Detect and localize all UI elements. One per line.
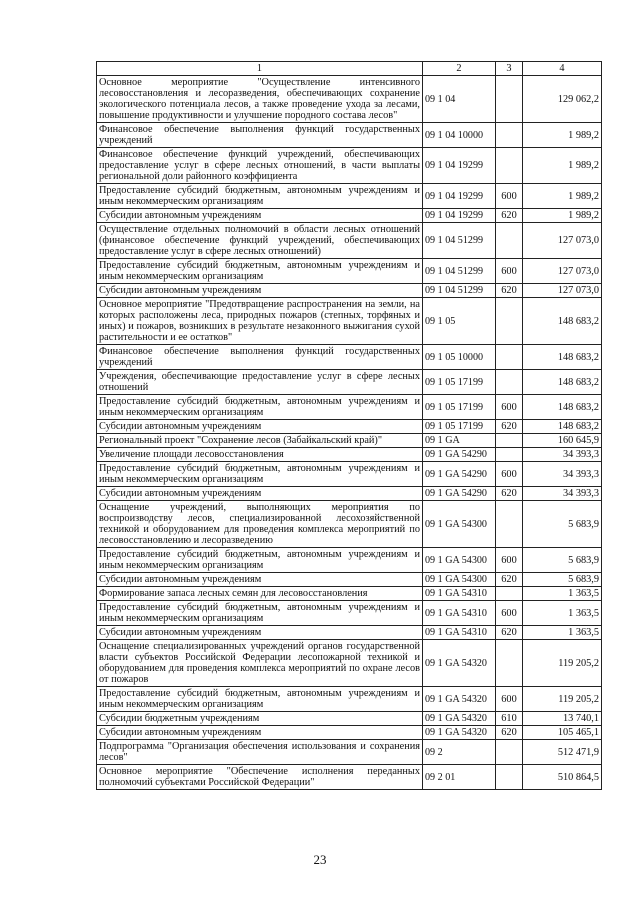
row-sum-cell: 512 471,9 <box>523 740 602 765</box>
row-name-cell: Предоставление субсидий бюджетным, автономным учреждениям и иным некоммерческим организациям <box>97 259 423 284</box>
row-type-cell: 620 <box>496 284 523 298</box>
row-name-cell: Основное мероприятие "Осуществление интенсивного лесовосстановления и лесоразведения, обеспечивающих сохранение экологического потенциала лесов, а также проведение ухода за лесами, повышение продуктивности и улучшение породного состава лесов" <box>97 76 423 123</box>
header-col-4: 4 <box>523 62 602 76</box>
row-name-cell: Увеличение площади лесовосстановления <box>97 448 423 462</box>
row-code-cell: 09 1 GA 54290 <box>423 487 496 501</box>
row-sum-cell: 127 073,0 <box>523 223 602 259</box>
row-type-cell <box>496 76 523 123</box>
row-code-cell: 09 1 05 17199 <box>423 420 496 434</box>
row-type-cell <box>496 298 523 345</box>
row-code-cell: 09 1 GA 54310 <box>423 626 496 640</box>
row-type-cell: 600 <box>496 462 523 487</box>
row-type-cell <box>496 434 523 448</box>
row-name-cell: Предоставление субсидий бюджетным, автономным учреждениям и иным некоммерческим организациям <box>97 395 423 420</box>
table-row <box>97 548 602 573</box>
row-name-cell: Субсидии автономным учреждениям <box>97 573 423 587</box>
row-name-cell: Финансовое обеспечение выполнения функций государственных учреждений <box>97 123 423 148</box>
table-row <box>97 184 602 209</box>
row-name-cell: Подпрограмма "Организация обеспечения использования и сохранения лесов" <box>97 740 423 765</box>
row-type-cell <box>496 148 523 184</box>
row-sum-cell: 148 683,2 <box>523 298 602 345</box>
row-sum-cell: 119 205,2 <box>523 640 602 687</box>
table-row <box>97 76 602 123</box>
table-row <box>97 434 602 448</box>
row-sum-cell: 127 073,0 <box>523 259 602 284</box>
row-sum-cell: 34 393,3 <box>523 448 602 462</box>
row-name-cell: Субсидии автономным учреждениям <box>97 726 423 740</box>
row-sum-cell: 148 683,2 <box>523 420 602 434</box>
row-name-cell: Предоставление субсидий бюджетным, автономным учреждениям и иным некоммерческим организациям <box>97 687 423 712</box>
table-row <box>97 370 602 395</box>
row-name-cell: Субсидии автономным учреждениям <box>97 284 423 298</box>
row-code-cell: 09 1 05 17199 <box>423 370 496 395</box>
row-code-cell: 09 1 GA 54300 <box>423 548 496 573</box>
row-name-cell: Финансовое обеспечение функций учреждений, обеспечивающих предоставление услуг в сфере лесных отношений, в части выплаты региональной доли районного коэффициента <box>97 148 423 184</box>
row-code-cell: 09 1 GA 54300 <box>423 501 496 548</box>
row-code-cell: 09 1 04 19299 <box>423 148 496 184</box>
table-row <box>97 395 602 420</box>
table-row <box>97 640 602 687</box>
table-row <box>97 284 602 298</box>
header-row <box>97 62 602 76</box>
row-code-cell: 09 1 04 <box>423 76 496 123</box>
row-name-cell: Региональный проект "Сохранение лесов (Забайкальский край)" <box>97 434 423 448</box>
row-name-cell: Предоставление субсидий бюджетным, автономным учреждениям и иным некоммерческим организациям <box>97 184 423 209</box>
row-name-cell: Субсидии автономным учреждениям <box>97 487 423 501</box>
row-code-cell: 09 2 01 <box>423 765 496 790</box>
row-sum-cell: 1 989,2 <box>523 123 602 148</box>
table-row <box>97 448 602 462</box>
row-code-cell: 09 1 05 <box>423 298 496 345</box>
row-type-cell <box>496 587 523 601</box>
row-type-cell <box>496 448 523 462</box>
row-code-cell: 09 2 <box>423 740 496 765</box>
row-sum-cell: 119 205,2 <box>523 687 602 712</box>
table-row <box>97 601 602 626</box>
row-code-cell: 09 1 GA 54320 <box>423 712 496 726</box>
row-name-cell: Предоставление субсидий бюджетным, автономным учреждениям и иным некоммерческим организациям <box>97 462 423 487</box>
header-col-2: 2 <box>423 62 496 76</box>
table-row <box>97 462 602 487</box>
table-row <box>97 487 602 501</box>
row-code-cell: 09 1 GA <box>423 434 496 448</box>
row-sum-cell: 1 363,5 <box>523 587 602 601</box>
row-name-cell: Субсидии автономным учреждениям <box>97 626 423 640</box>
table-row <box>97 573 602 587</box>
table-row <box>97 123 602 148</box>
row-type-cell <box>496 345 523 370</box>
row-name-cell: Субсидии бюджетным учреждениям <box>97 712 423 726</box>
table-row <box>97 148 602 184</box>
row-name-cell: Осуществление отдельных полномочий в области лесных отношений (финансовое обеспечение функций учреждений, обеспечивающих предоставление услуг в сфере лесных отношений) <box>97 223 423 259</box>
row-code-cell: 09 1 GA 54290 <box>423 448 496 462</box>
row-code-cell: 09 1 GA 54310 <box>423 601 496 626</box>
row-type-cell <box>496 640 523 687</box>
row-type-cell <box>496 223 523 259</box>
table-body <box>97 76 602 790</box>
table-row <box>97 345 602 370</box>
budget-table <box>96 61 602 790</box>
row-name-cell: Субсидии автономным учреждениям <box>97 209 423 223</box>
row-type-cell <box>496 765 523 790</box>
row-sum-cell: 148 683,2 <box>523 345 602 370</box>
row-type-cell: 610 <box>496 712 523 726</box>
row-sum-cell: 127 073,0 <box>523 284 602 298</box>
row-code-cell: 09 1 04 51299 <box>423 259 496 284</box>
row-type-cell: 620 <box>496 420 523 434</box>
table-row <box>97 740 602 765</box>
row-name-cell: Оснащение специализированных учреждений органов государственной власти субъектов Российской Федерации лесопожарной техникой и оборудованием для проведения комплекса мероприятий по охране лесов от пожаров <box>97 640 423 687</box>
page-number: 23 <box>313 852 327 867</box>
table-row <box>97 298 602 345</box>
table-row <box>97 223 602 259</box>
row-code-cell: 09 1 GA 54300 <box>423 573 496 587</box>
row-code-cell: 09 1 04 51299 <box>423 284 496 298</box>
row-name-cell: Основное мероприятие "Обеспечение исполнения переданных полномочий субъектами Российской Федерации" <box>97 765 423 790</box>
row-type-cell: 620 <box>496 573 523 587</box>
row-sum-cell: 34 393,3 <box>523 487 602 501</box>
row-sum-cell: 510 864,5 <box>523 765 602 790</box>
row-sum-cell: 105 465,1 <box>523 726 602 740</box>
row-name-cell: Предоставление субсидий бюджетным, автономным учреждениям и иным некоммерческим организациям <box>97 601 423 626</box>
row-name-cell: Основное мероприятие "Предотвращение распространения на земли, на которых расположены леса, природных пожаров (степных, торфяных и иных) и пожаров, возникших в результате незаконного выжигания сухой растительности и ее остатков" <box>97 298 423 345</box>
row-type-cell: 600 <box>496 548 523 573</box>
row-type-cell: 600 <box>496 395 523 420</box>
row-code-cell: 09 1 05 10000 <box>423 345 496 370</box>
table-row <box>97 420 602 434</box>
row-code-cell: 09 1 GA 54320 <box>423 640 496 687</box>
row-type-cell <box>496 740 523 765</box>
row-code-cell: 09 1 GA 54320 <box>423 687 496 712</box>
row-sum-cell: 5 683,9 <box>523 501 602 548</box>
row-name-cell: Оснащение учреждений, выполняющих мероприятия по воспроизводству лесов, специализированной лесохозяйственной техникой и оборудованием для проведения комплекса мероприятий по лесовосстановлению и лесоразведению <box>97 501 423 548</box>
row-code-cell: 09 1 GA 54320 <box>423 726 496 740</box>
row-name-cell: Финансовое обеспечение выполнения функций государственных учреждений <box>97 345 423 370</box>
row-name-cell: Учреждения, обеспечивающие предоставление услуг в сфере лесных отношений <box>97 370 423 395</box>
row-type-cell: 620 <box>496 626 523 640</box>
row-type-cell <box>496 501 523 548</box>
row-sum-cell: 5 683,9 <box>523 573 602 587</box>
row-sum-cell: 160 645,9 <box>523 434 602 448</box>
row-type-cell <box>496 123 523 148</box>
row-type-cell: 600 <box>496 601 523 626</box>
table-row <box>97 501 602 548</box>
row-code-cell: 09 1 04 51299 <box>423 223 496 259</box>
table-row <box>97 687 602 712</box>
row-sum-cell: 1 989,2 <box>523 184 602 209</box>
row-sum-cell: 5 683,9 <box>523 548 602 573</box>
row-sum-cell: 129 062,2 <box>523 76 602 123</box>
row-sum-cell: 1 363,5 <box>523 626 602 640</box>
row-sum-cell: 148 683,2 <box>523 370 602 395</box>
row-type-cell: 600 <box>496 184 523 209</box>
row-sum-cell: 1 989,2 <box>523 148 602 184</box>
row-code-cell: 09 1 04 19299 <box>423 209 496 223</box>
table-row <box>97 765 602 790</box>
row-sum-cell: 13 740,1 <box>523 712 602 726</box>
row-type-cell: 600 <box>496 687 523 712</box>
row-type-cell: 620 <box>496 209 523 223</box>
row-sum-cell: 1 363,5 <box>523 601 602 626</box>
row-code-cell: 09 1 GA 54310 <box>423 587 496 601</box>
row-sum-cell: 148 683,2 <box>523 395 602 420</box>
row-type-cell: 620 <box>496 487 523 501</box>
table-row <box>97 209 602 223</box>
row-name-cell: Субсидии автономным учреждениям <box>97 420 423 434</box>
table-row <box>97 259 602 284</box>
header-col-1: 1 <box>97 62 423 76</box>
row-name-cell: Формирование запаса лесных семян для лесовосстановления <box>97 587 423 601</box>
row-sum-cell: 1 989,2 <box>523 209 602 223</box>
row-type-cell <box>496 370 523 395</box>
row-code-cell: 09 1 GA 54290 <box>423 462 496 487</box>
table-row <box>97 712 602 726</box>
row-code-cell: 09 1 04 10000 <box>423 123 496 148</box>
table-row <box>97 726 602 740</box>
row-code-cell: 09 1 04 19299 <box>423 184 496 209</box>
table-row <box>97 626 602 640</box>
row-code-cell: 09 1 05 17199 <box>423 395 496 420</box>
row-type-cell: 600 <box>496 259 523 284</box>
row-type-cell: 620 <box>496 726 523 740</box>
row-sum-cell: 34 393,3 <box>523 462 602 487</box>
row-name-cell: Предоставление субсидий бюджетным, автономным учреждениям и иным некоммерческим организациям <box>97 548 423 573</box>
table-row <box>97 587 602 601</box>
header-col-3: 3 <box>496 62 523 76</box>
